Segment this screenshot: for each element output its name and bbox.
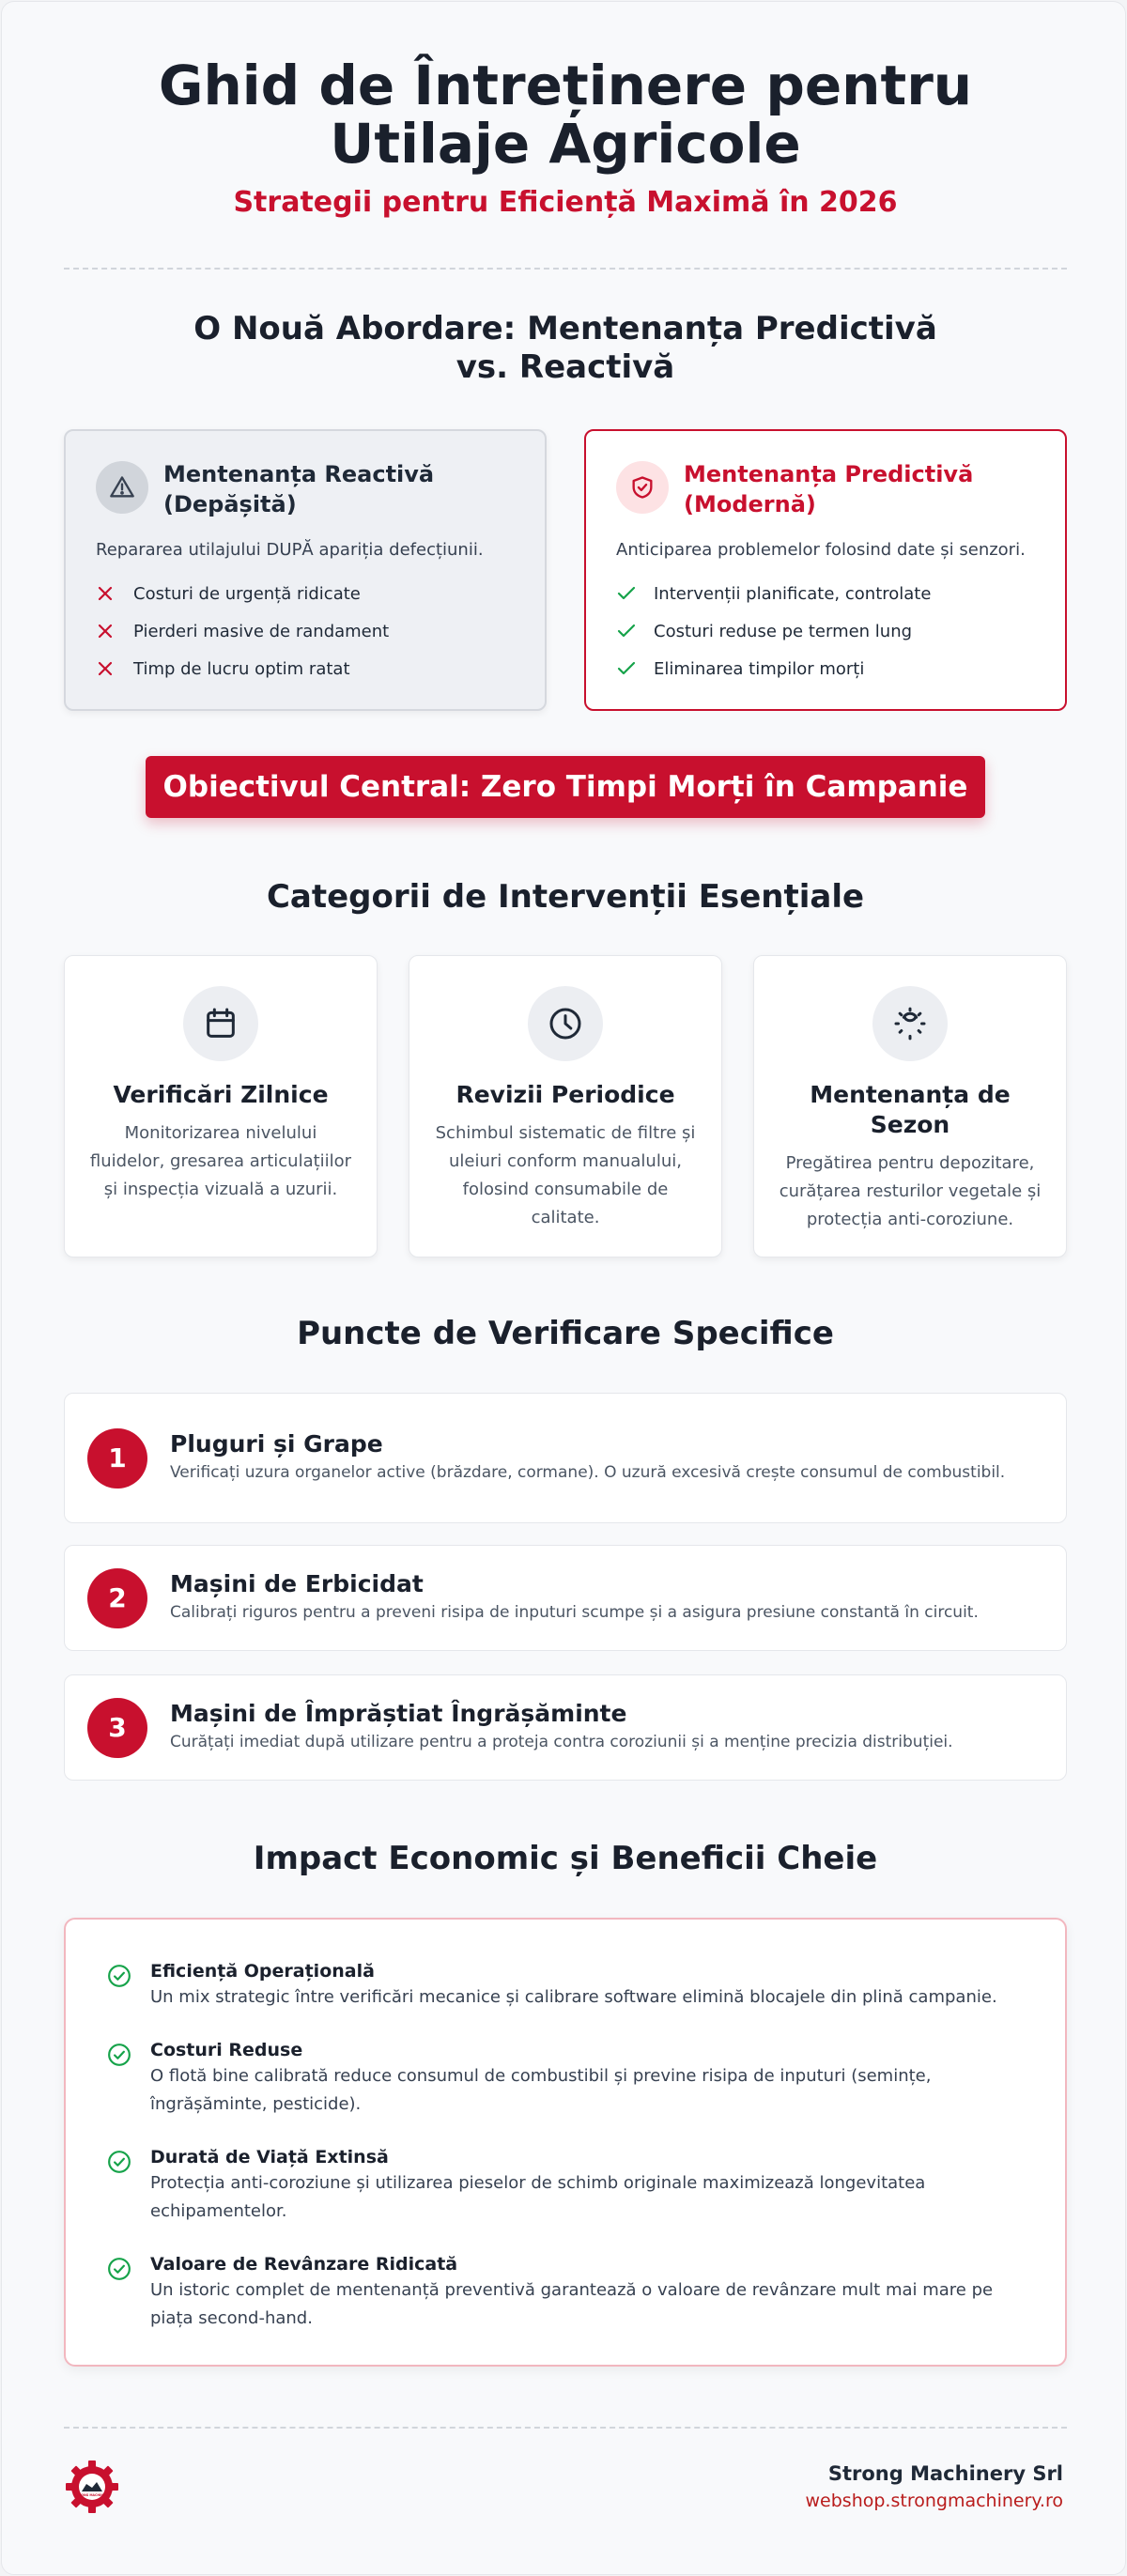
category-card	[753, 955, 1067, 1257]
benefit-description: O flotă bine calibrată reduce consumul de combustibil și previne risipa de inputuri (semințe, îngrășăminte, pesticide).	[150, 2066, 932, 2114]
category-description: Schimbul sistematic de filtre și uleiuri conform manualului, folosind consumabile de calitate.	[435, 1123, 696, 1227]
approach-section-title: O Nouă Abordare: Mentenanța Predictivă vs. Reactivă	[193, 310, 937, 386]
predictive-benefits-list	[616, 575, 1035, 687]
category-card	[409, 955, 722, 1257]
benefit-description: Un istoric complet de mentenanță preventivă garantează o valoare de revânzare mult mai mare pe piața second-hand.	[150, 2280, 994, 2328]
checkpoint-item	[64, 1674, 1067, 1781]
x-mark-icon	[96, 659, 133, 678]
checkpoints-section-title: Puncte de Verificare Specifice	[297, 1315, 834, 1352]
warning-icon	[96, 461, 148, 514]
sun-icon	[872, 986, 948, 1061]
check-mark-icon	[616, 622, 654, 640]
list-item	[616, 650, 1035, 687]
list-item-label: Pierderi masive de randament	[133, 621, 390, 641]
list-item	[616, 612, 1035, 650]
category-title: Verificări Zilnice	[113, 1081, 329, 1108]
infographic-page	[1, 1, 1126, 2575]
checkpoint-description: Verificați uzura organelor active (brăzdare, cormane). O uzură excesivă crește consumul de combustibil.	[170, 1463, 1006, 1482]
list-item	[96, 612, 515, 650]
predictive-maintenance-card	[584, 429, 1067, 711]
company-name: Strong Machinery Srl	[827, 2462, 1063, 2485]
step-number: 2	[87, 1568, 147, 1628]
footer-divider	[64, 2427, 1067, 2429]
check-circle-icon	[107, 2252, 150, 2285]
divider	[64, 268, 1067, 270]
benefits-box	[64, 1918, 1067, 2367]
check-mark-icon	[616, 584, 654, 603]
check-circle-icon	[107, 1959, 150, 1992]
title-line-1: Ghid de Întreținere pentru	[158, 54, 973, 117]
list-item-label: Timp de lucru optim ratat	[133, 658, 350, 679]
check-circle-icon	[107, 2145, 150, 2178]
clock-icon	[528, 986, 603, 1061]
list-item-label: Eliminarea timpilor morți	[654, 658, 865, 679]
list-item-label: Costuri de urgență ridicate	[133, 583, 361, 604]
checkpoint-item	[64, 1393, 1067, 1523]
list-item	[96, 650, 515, 687]
checkpoint-description: Curățați imediat după utilizare pentru a proteja contra coroziunii și a menține precizia distribuției.	[170, 1733, 953, 1751]
company-info	[806, 2462, 1063, 2511]
list-item	[96, 575, 515, 612]
checkpoint-item	[64, 1545, 1067, 1651]
checkpoint-description: Calibrați riguros pentru a preveni risipa de inputuri scumpe și a asigura presiune constantă în circuit.	[170, 1603, 979, 1622]
reactive-drawbacks-list	[96, 575, 515, 687]
category-description: Pregătirea pentru depozitare, curățarea resturilor vegetale și protecția anti-coroziune.	[779, 1153, 1042, 1229]
company-logo	[64, 2459, 120, 2515]
predictive-card-description: Anticiparea problemelor folosind date și senzori.	[616, 540, 1026, 560]
benefit-title: Costuri Reduse	[150, 2040, 303, 2060]
check-mark-icon	[616, 659, 654, 678]
list-item-label: Costuri reduse pe termen lung	[654, 621, 913, 641]
category-title: Revizii Periodice	[455, 1081, 675, 1108]
benefit-item	[107, 1959, 1024, 2012]
benefit-description: Protecția anti-coroziune și utilizarea pieselor de schimb originale maximizează longevitatea echipamentelor.	[150, 2173, 926, 2221]
x-mark-icon	[96, 622, 133, 640]
title-line-2: Utilaje Agricole	[330, 112, 801, 176]
predictive-card-title: Mentenanța Predictivă (Modernă)	[684, 461, 974, 517]
benefits-section-title: Impact Economic și Beneficii Cheie	[253, 1840, 878, 1877]
reactive-maintenance-card	[64, 429, 547, 711]
page-subtitle: Strategii pentru Eficiență Maximă în 2026	[233, 186, 898, 219]
step-number: 3	[87, 1698, 147, 1758]
reactive-card-title: Mentenanța Reactivă (Depășită)	[163, 461, 435, 517]
reactive-card-description: Repararea utilajului DUPĂ apariția defecțiunii.	[96, 540, 484, 560]
benefit-title: Eficiență Operațională	[150, 1961, 375, 1982]
checkpoint-title: Pluguri și Grape	[170, 1430, 383, 1458]
category-description: Monitorizarea nivelului fluidelor, gresarea articulațiilor și inspecția vizuală a uzurii.	[89, 1123, 352, 1199]
benefit-title: Valoare de Revânzare Ridicată	[150, 2254, 458, 2275]
check-circle-icon	[107, 2038, 150, 2071]
objective-banner: Obiectivul Central: Zero Timpi Morți în Campanie	[146, 756, 985, 818]
benefit-item	[107, 2145, 1024, 2226]
step-number: 1	[87, 1428, 147, 1489]
page-title	[64, 54, 1067, 176]
categories-section-title: Categorii de Intervenții Esențiale	[266, 878, 865, 916]
checkpoint-title: Mașini de Împrăștiat Îngrășăminte	[170, 1700, 627, 1727]
list-item-label: Intervenții planificate, controlate	[654, 583, 932, 604]
category-card	[64, 955, 378, 1257]
benefit-item	[107, 2252, 1024, 2333]
benefit-item	[107, 2038, 1024, 2119]
svg-text:STRONG MACHINERY: STRONG MACHINERY	[74, 2493, 110, 2497]
benefit-description: Un mix strategic între verificări mecanice și calibrare software elimină blocajele din plină campanie.	[150, 1987, 997, 2007]
checkpoint-title: Mașini de Erbicidat	[170, 1570, 424, 1597]
category-title: Mentenanța de Sezon	[810, 1081, 1011, 1138]
benefit-title: Durată de Viață Extinsă	[150, 2147, 389, 2167]
calendar-icon	[183, 986, 258, 1061]
list-item	[616, 575, 1035, 612]
company-website-link[interactable]: webshop.strongmachinery.ro	[805, 2491, 1063, 2511]
shield-check-icon	[616, 461, 669, 514]
x-mark-icon	[96, 584, 133, 603]
